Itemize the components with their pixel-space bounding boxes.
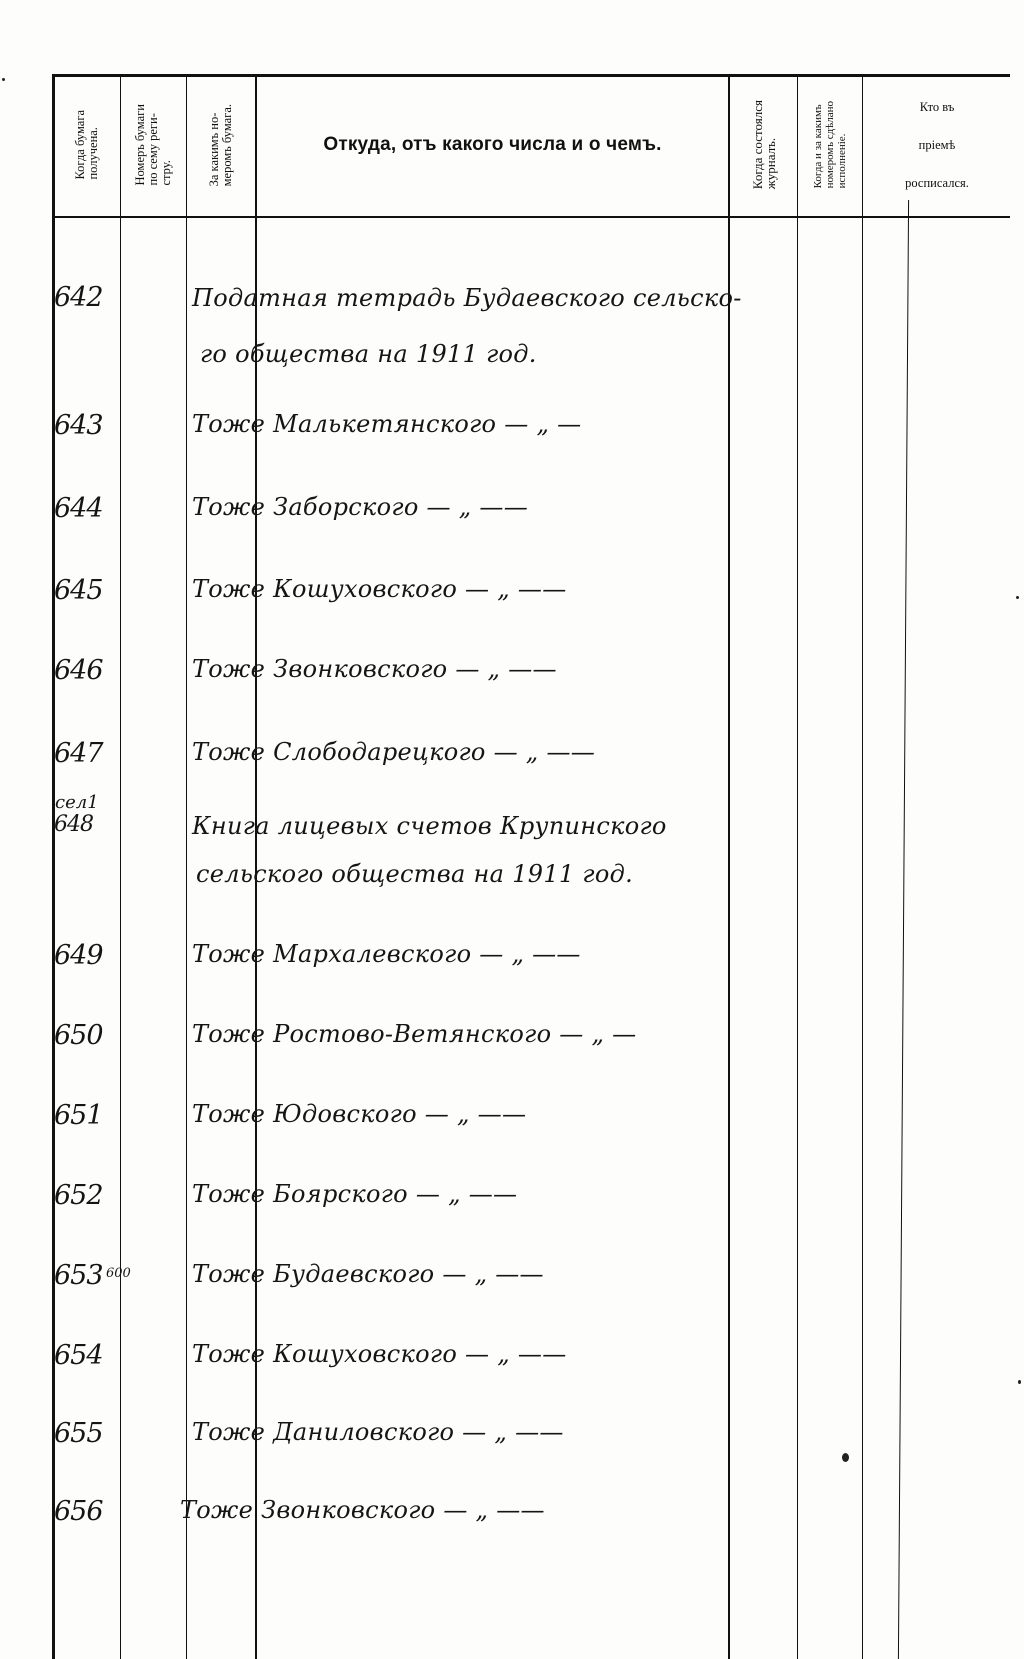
entry-number: 650 <box>54 1020 103 1051</box>
column-divider <box>862 74 863 1659</box>
entry-text: Тоже Малькетянского — „ — <box>192 410 582 438</box>
scan-speck <box>2 78 5 81</box>
entry-text: сельского общества на 1911 год. <box>196 860 634 888</box>
entry-text: Податная тетрадь Будаевского сельско- <box>192 284 742 312</box>
entry-text: Тоже Боярского — „ —— <box>192 1180 518 1208</box>
header-from-where: Откуда, отъ какого числа и о чемъ. <box>323 134 662 155</box>
entry-text: Тоже Юдовского — „ —— <box>192 1100 527 1128</box>
entry-number: 656 <box>54 1496 103 1527</box>
entry-number: 652 <box>54 1180 103 1211</box>
header-divider <box>52 216 1010 218</box>
entry-text: Тоже Кошуховского — „ —— <box>192 1340 567 1368</box>
entry-text: Тоже Заборского — „ —— <box>192 493 529 521</box>
entry-margin-note: 600 <box>106 1266 131 1281</box>
header-execution: Когда и за какимъ номеромъ сдѣлано исполненіе. <box>812 101 848 189</box>
entry-text: Тоже Слободарецкого — „ —— <box>192 738 596 766</box>
scan-speck <box>842 1453 849 1462</box>
entry-number: 644 <box>54 493 103 524</box>
scan-speck <box>1018 1380 1021 1384</box>
entry-text: Книга лицевых счетов Крупинского <box>192 812 667 840</box>
header-register-number: Номеръ бумаги по сему реги- стру. <box>133 104 173 186</box>
entry-number: 654 <box>54 1340 103 1371</box>
entry-text: Тоже Кошуховского — „ —— <box>192 575 567 603</box>
entry-number: 645 <box>54 575 103 606</box>
entry-number: 647 <box>54 738 103 769</box>
header-journal-date: Когда состоялся журналъ. <box>749 100 778 190</box>
entry-number: 642 <box>54 282 103 313</box>
entry-number: 651 <box>54 1100 103 1131</box>
entry-text: Тоже Звонковского — „ —— <box>192 655 557 683</box>
entry-number: 655 <box>54 1418 103 1449</box>
entry-text: Тоже Будаевского — „ —— <box>192 1260 544 1288</box>
entry-text: Тоже Даниловского — „ —— <box>192 1418 564 1446</box>
entry-text: Тоже Ростово-Ветянского — „ — <box>192 1020 637 1048</box>
entry-text: Тоже Мархалевского — „ —— <box>192 940 581 968</box>
entry-number: 653 <box>54 1260 103 1291</box>
entry-number: 646 <box>54 655 103 686</box>
entry-number: 649 <box>54 940 103 971</box>
column-divider <box>186 74 187 1659</box>
scan-speck <box>1016 596 1019 599</box>
entry-margin-note: сел1 <box>55 792 99 813</box>
entry-number: 648 <box>54 812 93 837</box>
header-signed-by: Кто въ пріемѣ росписался. <box>905 100 969 190</box>
header-paper-number: За какимъ но- меромъ бумага. <box>207 103 234 187</box>
header-received-date: Когда бумага получена. <box>73 110 100 180</box>
entry-text: го общества на 1911 год. <box>200 340 537 368</box>
entry-number: 643 <box>54 410 103 441</box>
entry-text: Тоже Звонковского — „ —— <box>180 1496 545 1524</box>
